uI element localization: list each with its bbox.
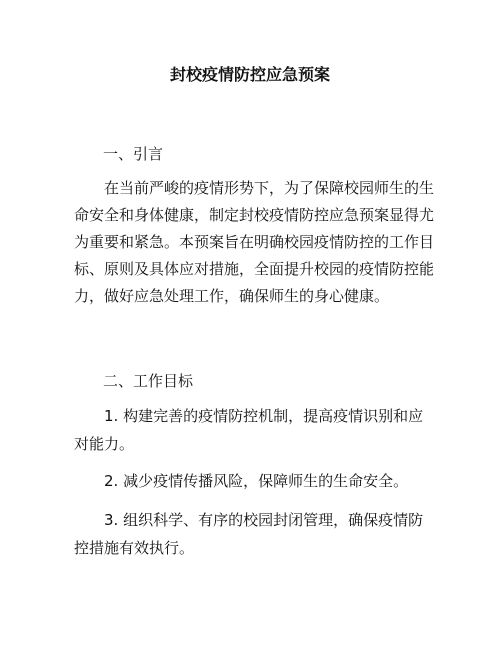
introduction-paragraph: 在当前严峻的疫情形势下，为了保障校园师生的生命安全和身体健康，制定封校疫情防控应急预案显得尤为重要和紧急。本预案旨在明确校园疫情防控的工作目标、原则及具体应对措施，全面提升校园的疫情防控能力，做好应急处理工作，确保师生的身心健康。 — [74, 179, 435, 305]
goal-item-2: 2. 减少疫情传播风险，保障师生的生命安全。 — [104, 472, 409, 490]
document-title: 封校疫情防控应急预案 — [169, 65, 330, 84]
goal-item-1: 1. 构建完善的疫情防控机制，提高疫情识别和应对能力。 — [74, 407, 424, 453]
goal-item-3: 3. 组织科学、有序的校园封闭管理，确保疫情防控措施有效执行。 — [74, 511, 424, 557]
section-heading-introduction: 一、引言 — [103, 145, 164, 163]
section-heading-work-goals: 二、工作目标 — [103, 372, 194, 390]
